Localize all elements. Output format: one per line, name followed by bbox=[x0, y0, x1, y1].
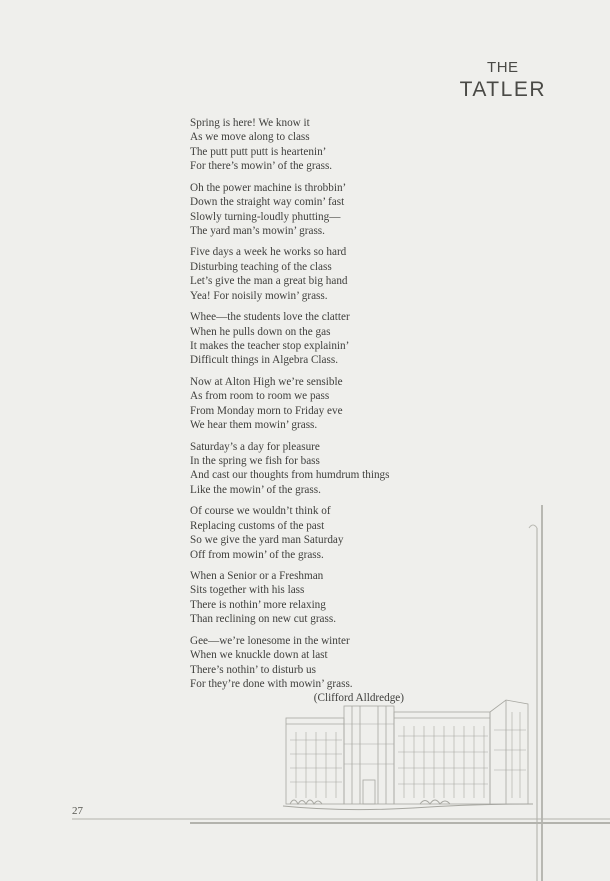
poem-line: Disturbing teaching of the class bbox=[190, 260, 332, 273]
poem-line: As we move along to class bbox=[190, 131, 310, 144]
poem-line: For there’s mowin’ of the grass. bbox=[190, 160, 333, 173]
poem-line: Slowly turning-loudly phutting— bbox=[190, 210, 341, 223]
poem-line: When we knuckle down at last bbox=[190, 649, 328, 662]
poem-line: Sits together with his lass bbox=[190, 584, 305, 597]
poem-line: Off from mowin’ of the grass. bbox=[190, 548, 324, 561]
stanza-7 bbox=[190, 504, 520, 562]
poem-line: The putt putt putt is heartenin’ bbox=[190, 145, 327, 158]
poem-line: There is nothin’ more relaxing bbox=[190, 598, 326, 611]
stanza-8 bbox=[190, 569, 520, 627]
stanza-4 bbox=[190, 310, 520, 368]
poem-line: Saturday’s a day for pleasure bbox=[190, 440, 320, 453]
poem-line: Of course we wouldn’t think of bbox=[190, 505, 331, 518]
horizontal-rule bbox=[72, 819, 610, 823]
poem-author: (Clifford Alldredge) bbox=[313, 692, 404, 705]
poem-line: Like the mowin’ of the grass. bbox=[190, 483, 321, 496]
poem-line: When a Senior or a Freshman bbox=[190, 570, 324, 583]
poem-line: So we give the yard man Saturday bbox=[190, 534, 344, 547]
poem-line: Five days a week he works so hard bbox=[190, 246, 347, 259]
poem-line: Replacing customs of the past bbox=[190, 519, 325, 532]
stanza-3 bbox=[190, 245, 520, 303]
stanza-9 bbox=[190, 634, 520, 706]
masthead-title: TATLER bbox=[459, 78, 546, 101]
page-number: 27 bbox=[72, 805, 83, 817]
stanza-6 bbox=[190, 440, 520, 498]
poem-line: Down the straight way comin’ fast bbox=[190, 196, 345, 209]
poem bbox=[190, 116, 520, 713]
poem-line: As from room to room we pass bbox=[190, 390, 330, 403]
masthead bbox=[460, 60, 546, 100]
stanza-1 bbox=[190, 116, 520, 174]
poem-line: When he pulls down on the gas bbox=[190, 325, 331, 338]
poem-line: Than reclining on new cut grass. bbox=[190, 613, 337, 626]
poem-line: Let’s give the man a great big hand bbox=[190, 275, 348, 288]
stanza-5 bbox=[190, 375, 520, 433]
masthead-the: THE bbox=[487, 59, 519, 76]
poem-line: Spring is here! We know it bbox=[190, 117, 310, 129]
poem-line: Whee—the students love the clatter bbox=[190, 311, 350, 324]
poem-line: There’s nothin’ to disturb us bbox=[190, 663, 316, 676]
stanza-2 bbox=[190, 181, 520, 239]
poem-line: The yard man’s mowin’ grass. bbox=[190, 224, 325, 237]
poem-line: For they’re done with mowin’ grass. bbox=[190, 677, 353, 690]
poem-line: And cast our thoughts from humdrum things bbox=[190, 469, 390, 482]
poem-line: Now at Alton High we’re sensible bbox=[190, 375, 343, 388]
poem-line: Difficult things in Algebra Class. bbox=[190, 354, 339, 367]
vertical-rule bbox=[529, 505, 542, 881]
poem-line: Gee—we’re lonesome in the winter bbox=[190, 634, 350, 647]
poem-line: Yea! For noisily mowin’ grass. bbox=[190, 289, 328, 302]
poem-line: It makes the teacher stop explainin’ bbox=[190, 339, 350, 352]
poem-line: Oh the power machine is throbbin’ bbox=[190, 181, 347, 194]
poem-line: From Monday morn to Friday eve bbox=[190, 404, 343, 417]
poem-line: We hear them mowin’ grass. bbox=[190, 419, 318, 432]
school-building-illustration bbox=[283, 700, 533, 810]
poem-line: In the spring we fish for bass bbox=[190, 455, 320, 467]
